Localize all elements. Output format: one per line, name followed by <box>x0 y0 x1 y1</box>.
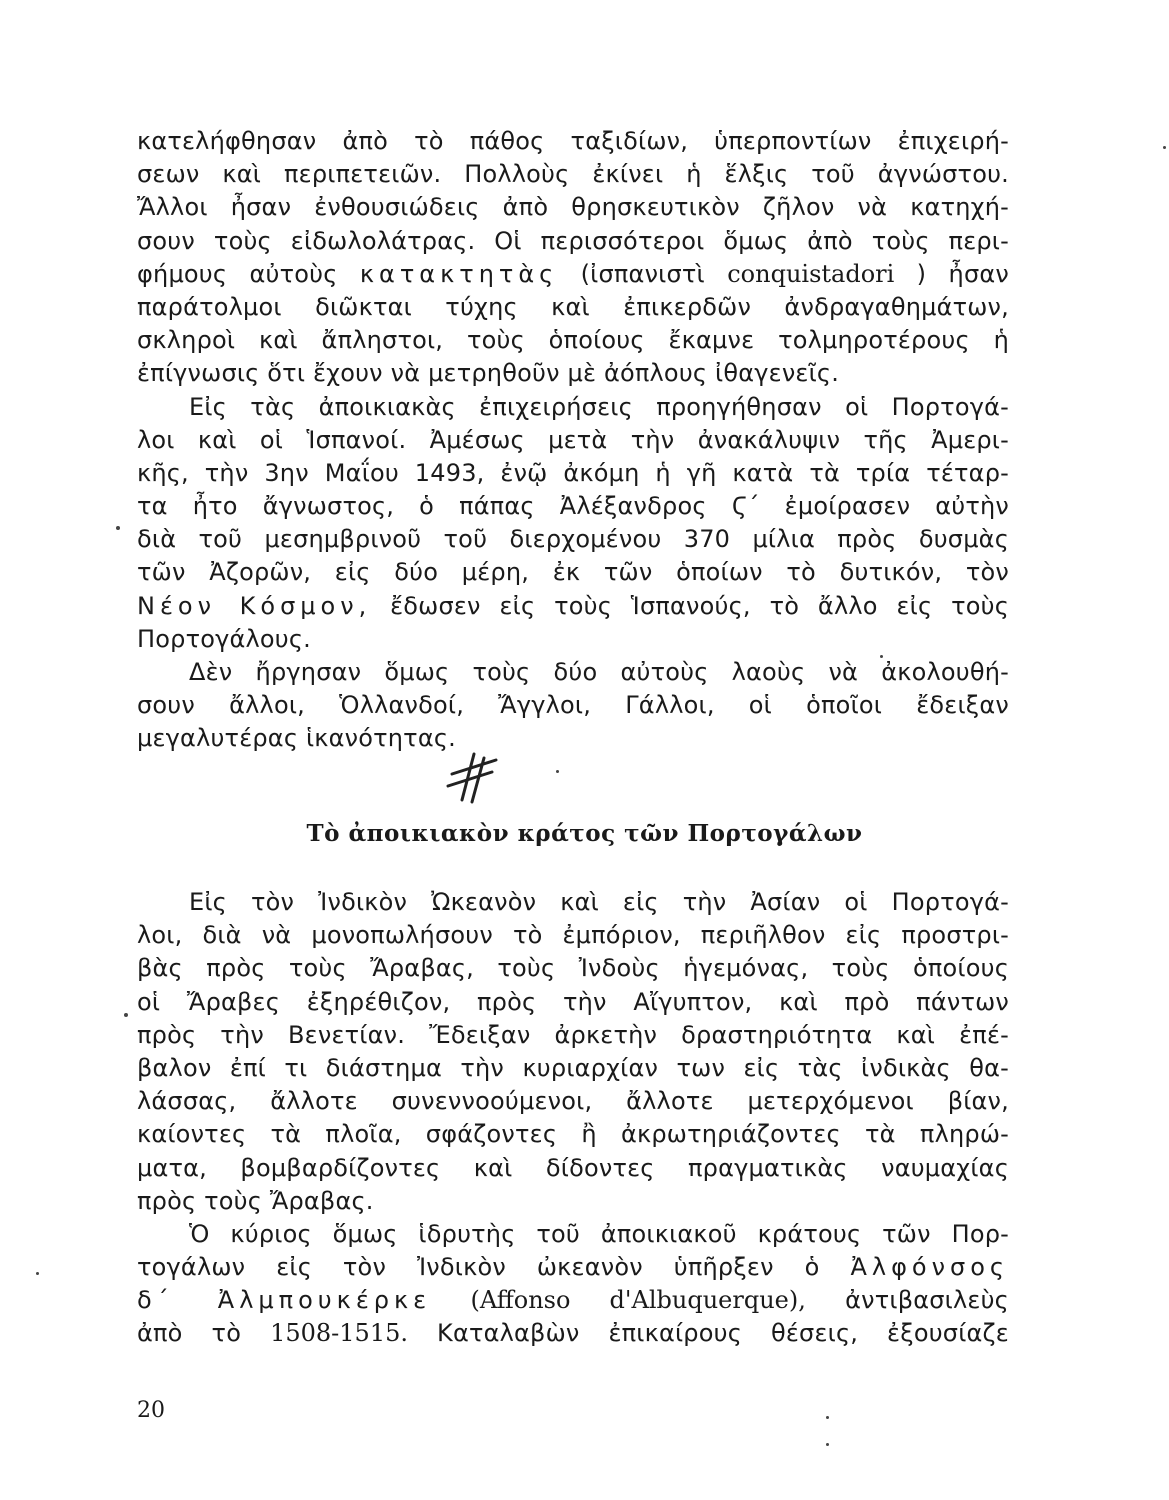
text-line: Ἄλλοι ἦσαν ἐνθουσιώδεις ἀπὸ θρησκευτικὸν ζῆλον νὰ κατηχή- <box>137 193 1009 222</box>
scan-speck <box>124 1013 128 1017</box>
spaced-term: κατακτητὰς <box>359 259 559 288</box>
text-line: οἱ Ἄραβες ἐξηρέθιζον, πρὸς τὴν Αἴγυπτον, καὶ πρὸ πάντων <box>137 987 1009 1016</box>
text-line: πρὸς τὴν Βενετίαν. Ἔδειξαν ἀρκετὴν δραστηριότητα καὶ ἐπέ- <box>137 1020 1009 1049</box>
text-span: Καταλαβὼν ἐπικαίρους θέσεις, ἐξουσίαζε <box>437 1319 1009 1348</box>
spaced-term: δ΄ Ἀλμπουκέρκε <box>137 1286 432 1315</box>
text-line: καίοντες τὰ πλοῖα, σφάζοντες ἢ ἀκρωτηριάζοντες τὰ πληρώ- <box>137 1120 1009 1149</box>
text-line: διὰ τοῦ μεσημβρινοῦ τοῦ διερχομένου 370 μίλια πρὸς δυσμὰς <box>137 525 1009 554</box>
text-line: πρὸς τοὺς Ἄραβας. <box>137 1186 374 1215</box>
latin-term: conquistadori <box>727 259 895 288</box>
text-line <box>137 1317 1009 1350</box>
scan-speck <box>116 526 120 530</box>
text-line: λάσσας, ἄλλοτε συνεννοούμενοι, ἄλλοτε μετερχόμενοι βίαν, <box>137 1087 1009 1116</box>
text-line: παράτολμοι διῶκται τύχης καὶ ἐπικερδῶν ἀνδραγαθημάτων, <box>137 292 1009 321</box>
paragraph-conquistadors <box>137 125 1009 391</box>
text-line: Εἰς τὸν Ἰνδικὸν Ὠκεανὸν καὶ εἰς τὴν Ἀσίαν οἱ Πορτογά- <box>189 888 1009 916</box>
text-line: τα ἦτο ἄγνωστος, ὁ πάπας Ἀλέξανδρος Ϛ΄ ἐμοίρασεν αὐτὴν <box>137 492 1009 521</box>
text-line: μεγαλυτέρας ἱκανότητας. <box>137 724 456 753</box>
latin-term: (Affonso d'Albuquerque), <box>470 1286 806 1315</box>
text-line: τῶν Ἀζορῶν, εἰς δύο μέρη, ἐκ τῶν ὁποίων τὸ δυτικόν, τὸν <box>137 558 1009 587</box>
text-line: σουν ἄλλοι, Ὁλλανδοί, Ἄγγλοι, Γάλλοι, οἱ ὁποῖοι ἔδειξαν <box>137 691 1009 720</box>
text-span: ἀντιβασιλεὺς <box>845 1286 1009 1315</box>
text-block-bottom <box>137 886 1009 1351</box>
text-line: ματα, βομβαρδίζοντες καὶ δίδοντες πραγματικὰς ναυμαχίας <box>137 1153 1009 1182</box>
scan-speck <box>556 770 559 773</box>
text-line <box>137 1284 1009 1317</box>
text-line: Εἰς τὰς ἀποικιακὰς ἐπιχειρήσεις προηγήθησαν οἱ Πορτογά- <box>189 392 1009 421</box>
handwritten-hash-mark <box>440 748 500 808</box>
scan-speck <box>826 1416 829 1419</box>
paragraph-colonial-enterprises <box>137 391 1009 657</box>
scan-speck <box>826 1443 829 1446</box>
text-line: βαλον ἐπί τι διάστημα τὴν κυριαρχίαν των εἰς τὰς ἰνδικὰς θα- <box>137 1053 1009 1082</box>
text-line: Πορτογάλους. <box>137 624 312 653</box>
text-block-top <box>137 125 1009 756</box>
scan-speck <box>880 655 883 658</box>
text-span: τογάλων εἰς τὸν Ἰνδικὸν ὠκεανὸν ὑπῆρξεν ὁ <box>137 1253 820 1282</box>
text-span: ) ἦσαν <box>916 259 1009 288</box>
text-line: λοι καὶ οἱ Ἱσπανοί. Ἀμέσως μετὰ τὴν ἀνακάλυψιν τῆς Ἀμερι- <box>137 425 1009 454</box>
text-line: κατελήφθησαν ἀπὸ τὸ πάθος ταξιδίων, ὑπερποντίων ἐπιχειρή- <box>137 127 1009 155</box>
scan-speck <box>1163 146 1166 149</box>
section-heading: Τὸ ἀποικιακὸν κράτος τῶν Πορτογάλων <box>306 820 863 847</box>
spaced-term: Ἀλφόνσος <box>850 1253 1009 1282</box>
spaced-term: Νέον Κόσμον, <box>137 591 372 620</box>
text-span: φήμους αὐτοὺς <box>137 259 338 288</box>
year-range: 1508-1515. <box>270 1319 408 1348</box>
paragraph-other-nations <box>137 656 1009 756</box>
text-span: ἀπὸ τὸ <box>137 1319 242 1348</box>
text-line: Δὲν ἤργησαν ὅμως τοὺς δύο αὐτοὺς λαοὺς νὰ ἀκολουθή- <box>189 658 1009 686</box>
text-span: ἔδωσεν εἰς τοὺς Ἱσπανούς, τὸ ἄλλο εἰς τοὺς <box>390 591 1009 620</box>
text-line <box>137 590 1009 623</box>
text-line: Ὁ κύριος ὅμως ἱδρυτὴς τοῦ ἀποικιακοῦ κράτους τῶν Πορ- <box>189 1219 1009 1248</box>
paragraph-albuquerque <box>137 1218 1009 1351</box>
text-line: σκληροὶ καὶ ἄπληστοι, τοὺς ὁποίους ἔκαμνε τολμηροτέρους ἡ <box>137 326 1009 355</box>
text-line: ἐπίγνωσις ὅτι ἔχουν νὰ μετρηθοῦν μὲ ἀόπλους ἰθαγενεῖς. <box>137 359 840 388</box>
text-line <box>137 1251 1009 1284</box>
text-span: (ἰσπανιστὶ <box>580 259 705 288</box>
paragraph-indian-ocean <box>137 886 1009 1218</box>
page-number: 20 <box>137 1398 165 1423</box>
text-line: βὰς πρὸς τοὺς Ἄραβας, τοὺς Ἰνδοὺς ἡγεμόνας, τοὺς ὁποίους <box>137 954 1009 983</box>
text-line: σεων καὶ περιπετειῶν. Πολλοὺς ἐκίνει ἡ ἕλξις τοῦ ἀγνώστου. <box>137 160 1009 189</box>
text-line <box>137 258 1009 291</box>
text-line: κῆς, τὴν 3ην Μαΐου 1493, ἐνῷ ἀκόμη ἡ γῆ κατὰ τὰ τρία τέταρ- <box>137 458 1009 487</box>
text-line: λοι, διὰ νὰ μονοπωλήσουν τὸ ἐμπόριον, περιῆλθον εἰς προστρι- <box>137 921 1009 950</box>
text-line: σουν τοὺς εἰδωλολάτρας. Οἱ περισσότεροι ὅμως ἀπὸ τοὺς περι- <box>137 226 1009 255</box>
scan-speck <box>36 1272 39 1275</box>
